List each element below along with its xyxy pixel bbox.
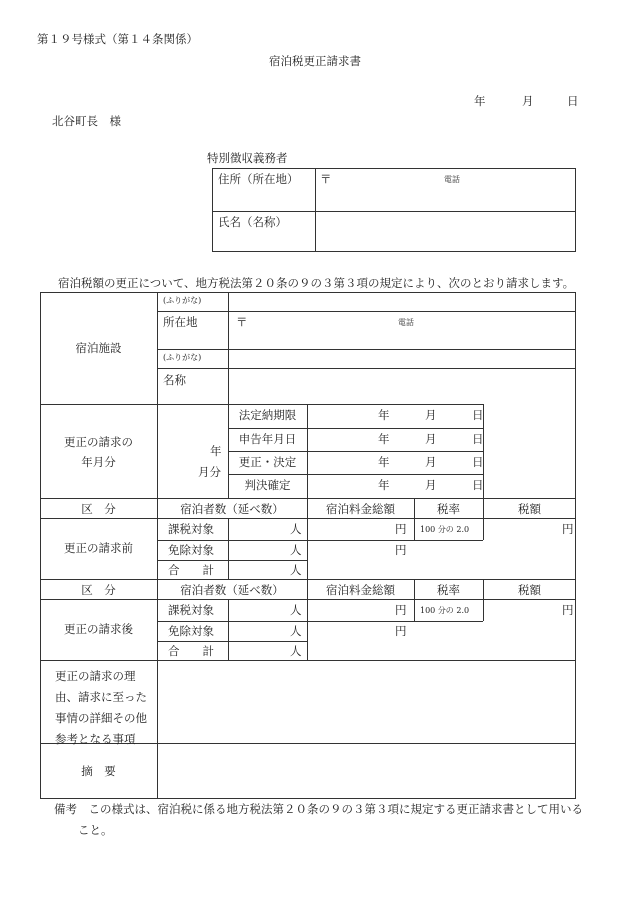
text: 合 計 — [168, 563, 214, 577]
collector-phone-label: 電話 — [444, 175, 460, 184]
rule — [40, 498, 576, 499]
text: 人 — [290, 644, 302, 658]
col-tax-2: 税額 — [518, 583, 541, 597]
rule — [157, 311, 576, 312]
main-col-divider — [157, 292, 158, 660]
col-fee-total-2: 宿泊料金総額 — [326, 583, 395, 597]
text: 円 — [395, 603, 407, 617]
rule — [228, 451, 483, 452]
col-kubun-2: 区 分 — [81, 583, 116, 597]
rule — [40, 599, 576, 600]
collector-address-label: 住所（所在地） — [218, 172, 299, 186]
rule — [228, 474, 483, 475]
date-day-mark: 日 — [567, 94, 579, 108]
date-year-mark: 年 — [474, 94, 486, 108]
text: 日 — [472, 432, 484, 446]
rule — [157, 641, 307, 642]
col-guests: 宿泊者数（延べ数） — [180, 502, 284, 516]
facility-furigana-1: (ふりがな) — [163, 296, 202, 305]
col-tax: 税額 — [518, 502, 541, 516]
col-rate-2: 税率 — [437, 583, 460, 597]
reason-label — [55, 666, 147, 750]
text: 100 分の 2.0 — [420, 606, 470, 615]
text: 課税対象 — [168, 522, 214, 536]
text: 年 — [378, 408, 390, 422]
text: 月 — [425, 432, 437, 446]
period-month-mark: 月分 — [198, 465, 221, 479]
facility-col-divider — [228, 292, 229, 404]
text: 日 — [472, 478, 484, 492]
text: 免除対象 — [168, 543, 214, 557]
rule — [40, 579, 576, 580]
text: 人 — [290, 624, 302, 638]
rule — [157, 368, 576, 369]
text: 年 — [378, 455, 390, 469]
text: 月 — [425, 478, 437, 492]
facility-postal-mark: 〒 — [236, 315, 248, 329]
col-guests-2: 宿泊者数（延べ数） — [180, 583, 284, 597]
text: 由、請求に至った — [55, 690, 147, 704]
text: 年 — [378, 432, 390, 446]
rule — [157, 349, 576, 350]
addressee: 北谷町長 様 — [52, 114, 121, 128]
text: 円 — [395, 522, 407, 536]
facility-name-label: 名称 — [163, 373, 186, 387]
facility-label: 宿泊施設 — [75, 341, 122, 355]
col-fee-total: 宿泊料金総額 — [326, 502, 395, 516]
collector-heading: 特別徴収義務者 — [207, 151, 288, 165]
facility-phone-label: 電話 — [398, 318, 414, 327]
text: 免除対象 — [168, 624, 214, 638]
text: 人 — [290, 603, 302, 617]
text: 円 — [562, 522, 574, 536]
collector-name-label: 氏名（名称） — [218, 215, 287, 229]
collector-postal-mark: 〒 — [320, 172, 332, 186]
period-label-line2: 年月分 — [81, 455, 116, 469]
text: 人 — [290, 522, 302, 536]
period-year-mark: 年 — [210, 444, 222, 458]
period-row-label: 法定納期限 — [238, 408, 297, 422]
rule — [40, 660, 576, 661]
text: 課税対象 — [168, 603, 214, 617]
intro-text: 宿泊税額の更正について、地方税法第２０条の９の３第３項の規定により、次のとおり請求します。 — [58, 276, 575, 290]
rule — [157, 560, 307, 561]
rule — [228, 428, 483, 429]
rule — [157, 660, 158, 799]
text: 円 — [395, 543, 407, 557]
period-row-label: 申告年月日 — [238, 432, 297, 446]
before-label: 更正の請求前 — [64, 541, 133, 555]
text: 参考となる事項 — [55, 732, 136, 746]
text: 人 — [290, 543, 302, 557]
text: 人 — [290, 563, 302, 577]
text: 日 — [472, 455, 484, 469]
text: 日 — [472, 408, 484, 422]
period-label-line1: 更正の請求の — [64, 435, 133, 449]
text: 年 — [378, 478, 390, 492]
note-line2: こと。 — [78, 823, 113, 837]
text: 100 分の 2.0 — [420, 525, 470, 534]
collector-divider-h — [212, 211, 576, 212]
text: 更正の請求の理 — [55, 669, 136, 683]
page-title: 宿泊税更正請求書 — [269, 54, 361, 68]
facility-furigana-2: (ふりがな) — [163, 353, 202, 362]
form-id: 第１９号様式（第１４条関係） — [37, 32, 198, 46]
rule — [228, 599, 229, 660]
facility-location-label: 所在地 — [163, 315, 198, 329]
date-month-mark: 月 — [522, 94, 534, 108]
period-row-label: 判決確定 — [244, 478, 291, 492]
note-line1: 備考 この様式は、宿泊税に係る地方税法第２０条の９の３第３項に規定する更正請求書として用いる — [54, 802, 583, 816]
rule — [157, 540, 483, 541]
period-row-label: 更正・決定 — [238, 455, 297, 469]
col-rate: 税率 — [437, 502, 460, 516]
rule — [40, 518, 576, 519]
text: 事情の詳細その他 — [55, 711, 147, 725]
text: 円 — [562, 603, 574, 617]
text: 月 — [425, 408, 437, 422]
text: 月 — [425, 455, 437, 469]
col-kubun: 区 分 — [81, 502, 116, 516]
after-label: 更正の請求後 — [64, 622, 133, 636]
collector-divider-v — [315, 168, 316, 252]
rule — [228, 518, 229, 579]
summary-label: 摘 要 — [81, 764, 116, 778]
text: 合 計 — [168, 644, 214, 658]
text: 円 — [395, 624, 407, 638]
rule — [157, 621, 483, 622]
period-top-rule — [40, 404, 483, 405]
